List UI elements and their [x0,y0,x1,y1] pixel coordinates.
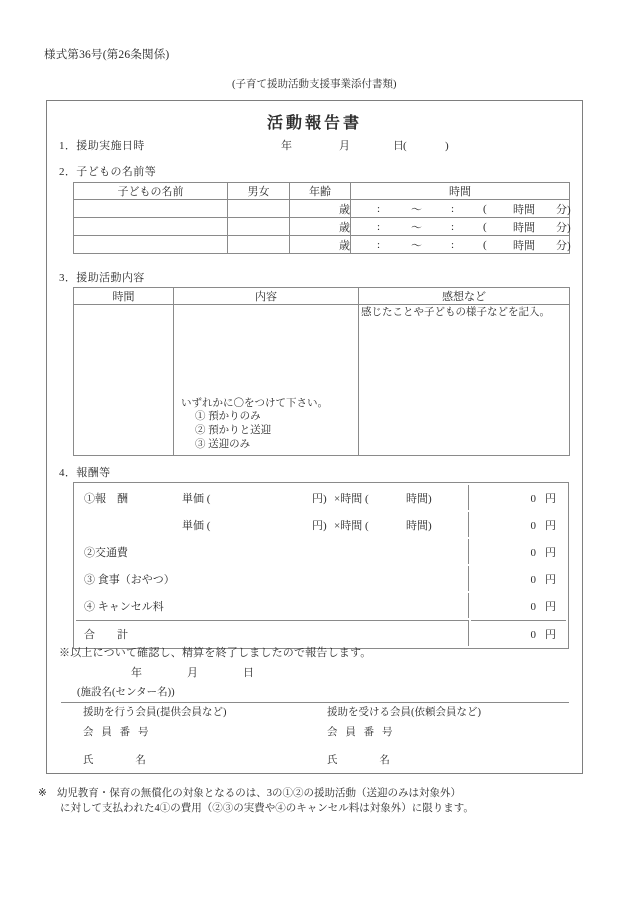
choose-instruction: いずれかに〇をつけて下さい。 [181,397,328,409]
cell-child-name[interactable] [74,218,228,236]
fee-hours-close: 時間) [406,492,432,505]
cell-time[interactable] [351,236,570,254]
col-gender: 男女 [228,183,290,200]
cell-age[interactable]: 歳 [290,236,351,254]
facility-name-label[interactable]: (施設名(センター名)) [77,687,175,698]
fee-row[interactable] [76,485,566,510]
cell-activity-content[interactable] [174,305,359,456]
time-paren-open: ( [483,220,487,233]
cell-child-name[interactable] [74,236,228,254]
fee-amount-cell[interactable] [471,485,566,510]
footnote-line-1 [38,786,474,801]
time-tilde: ～ [411,203,422,216]
fee-total-label: 合 計 [84,628,128,641]
fee-amount: 0 [530,546,536,559]
time-tilde: ～ [411,239,422,252]
time-hour-unit: 時間 [513,203,535,216]
provider-member-number-label[interactable]: 会 員 番 号 [83,726,152,738]
children-table [73,182,570,254]
date-month-label: 月 [339,140,350,152]
col-child-name: 子どもの名前 [74,183,228,200]
fee-description [76,566,469,591]
attachment-note: (子育て援助活動支援事業添付書類) [232,79,397,90]
requester-role-label: 援助を受ける会員(依頼会員など) [327,707,481,718]
cell-gender[interactable] [228,236,290,254]
fee-currency-unit: 円 [545,519,556,532]
fee-description [76,512,469,537]
section3-label: 3．援助活動内容 [59,272,145,284]
time-paren-open: ( [483,202,487,215]
confirm-month-label: 月 [187,667,198,679]
fee-label: ④ キャンセル料 [84,600,164,613]
provider-role-label: 援助を行う会員(提供会員など) [83,707,227,718]
fee-currency-unit: 円 [545,600,556,613]
section1-label: 1．援助実施日時 [59,140,145,152]
time-colon-start: : [377,220,381,233]
col-impression: 感想など [359,288,570,305]
confirmation-date-line [131,664,254,680]
cell-age[interactable]: 歳 [290,218,351,236]
fee-times-hours-label: ×時間 ( [334,519,369,532]
confirmation-statement: ※以上について確認し、精算を終了しましたので報告します。 [59,647,372,659]
fee-amount-cell[interactable] [471,512,566,537]
impression-hint: 感じたことや子どもの様子などを記入。 [361,307,550,318]
col-activity-content: 内容 [174,288,359,305]
fee-amount-cell[interactable] [471,593,566,618]
cell-age[interactable]: 歳 [290,200,351,218]
fee-amount: 0 [530,573,536,586]
fee-row[interactable] [76,512,566,537]
time-hour-unit: 時間 [513,221,535,234]
date-day-label: 日 [393,140,404,152]
requester-member-block [327,708,481,767]
section1-date-line [281,137,449,153]
fee-description [76,593,469,618]
time-colon-start: : [377,202,381,215]
footnote-mark: ※ [38,788,47,799]
fee-currency-unit: 円 [545,573,556,586]
fee-total-row [76,620,566,646]
col-age: 年齢 [290,183,351,200]
option-instruction-block [181,397,328,452]
table-header-row [74,183,570,200]
fee-yen-close: 円) [312,492,327,505]
option-item-1[interactable]: ① 預かりのみ [195,411,261,423]
time-paren-open: ( [483,238,487,251]
fee-row[interactable] [76,593,566,618]
time-minute-unit: 分) [556,239,571,252]
requester-member-number-label[interactable]: 会 員 番 号 [327,726,396,738]
fee-times-hours-label: ×時間 ( [334,492,369,505]
date-paren-close: ) [445,140,449,152]
time-minute-unit: 分) [556,221,571,234]
cell-time[interactable] [351,218,570,236]
fee-total-amount-cell [471,620,566,646]
time-hour-unit: 時間 [513,239,535,252]
fee-total-currency-unit: 円 [545,628,556,641]
provider-name-label[interactable]: 氏 名 [83,755,149,766]
fee-amount: 0 [530,519,536,532]
form-code: 様式第36号(第26条関係) [44,49,170,61]
table-row[interactable] [74,305,570,456]
page-title: 活動報告書 [266,115,362,132]
fee-hours-close: 時間) [406,519,432,532]
fee-description [76,539,469,564]
table-row[interactable] [74,200,570,218]
col-time: 時間 [351,183,570,200]
confirm-day-label: 日 [243,667,254,679]
fee-currency-unit: 円 [545,492,556,505]
fee-row[interactable] [76,539,566,564]
fee-currency-unit: 円 [545,546,556,559]
activity-table [73,287,570,456]
fee-amount: 0 [530,492,536,505]
footnote-text-1: 幼児教育・保育の無償化の対象となるのは、3の①②の援助活動（送迎のみは対象外） [56,788,462,799]
fee-unit-price-label: 単価 ( [182,519,211,532]
activity-content-inner [174,305,358,455]
section4-label: 4．報酬等 [59,467,111,479]
cell-activity-time[interactable] [74,305,174,456]
form-frame [46,100,583,774]
fee-label: ③ 食事（おやつ） [84,573,175,586]
fee-description [76,485,469,510]
time-colon-start: : [377,238,381,251]
option-item-2[interactable]: ② 預かりと送迎 [195,425,272,437]
col-activity-time: 時間 [74,288,174,305]
cell-child-name[interactable] [74,200,228,218]
fee-total-description [76,620,469,646]
fee-amount: 0 [530,600,536,613]
date-paren-open: ( [403,140,407,152]
cell-gender[interactable] [228,200,290,218]
fee-unit-price-label: 単価 ( [182,492,211,505]
time-tilde: ～ [411,221,422,234]
fee-amount-cell[interactable] [471,539,566,564]
footnote [38,786,474,816]
table-row[interactable] [74,236,570,254]
time-colon-end: : [451,238,455,251]
requester-name-label[interactable]: 氏 名 [327,755,393,766]
fee-label: ①報 酬 [84,492,128,505]
table-header-row [74,288,570,305]
signature-divider [61,702,569,703]
option-item-3[interactable]: ③ 送迎のみ [195,439,251,451]
fee-amount-cell[interactable] [471,566,566,591]
cell-impression[interactable] [359,305,570,456]
date-year-label: 年 [281,140,292,152]
fee-row[interactable] [76,566,566,591]
time-colon-end: : [451,202,455,215]
confirm-year-label: 年 [131,667,142,679]
table-row[interactable] [74,218,570,236]
time-colon-end: : [451,220,455,233]
time-minute-unit: 分) [556,203,571,216]
provider-member-block [83,708,227,767]
cell-gender[interactable] [228,218,290,236]
section2-label: 2．子どもの名前等 [59,166,157,178]
footnote-line-2: に対して支払われた4①の費用（②③の実費や④のキャンセル料は対象外）に限ります。 [60,803,474,815]
fee-table [73,482,569,649]
fee-yen-close: 円) [312,519,327,532]
fee-total-amount: 0 [530,628,536,641]
fee-label: ②交通費 [84,546,128,559]
cell-time[interactable] [351,200,570,218]
